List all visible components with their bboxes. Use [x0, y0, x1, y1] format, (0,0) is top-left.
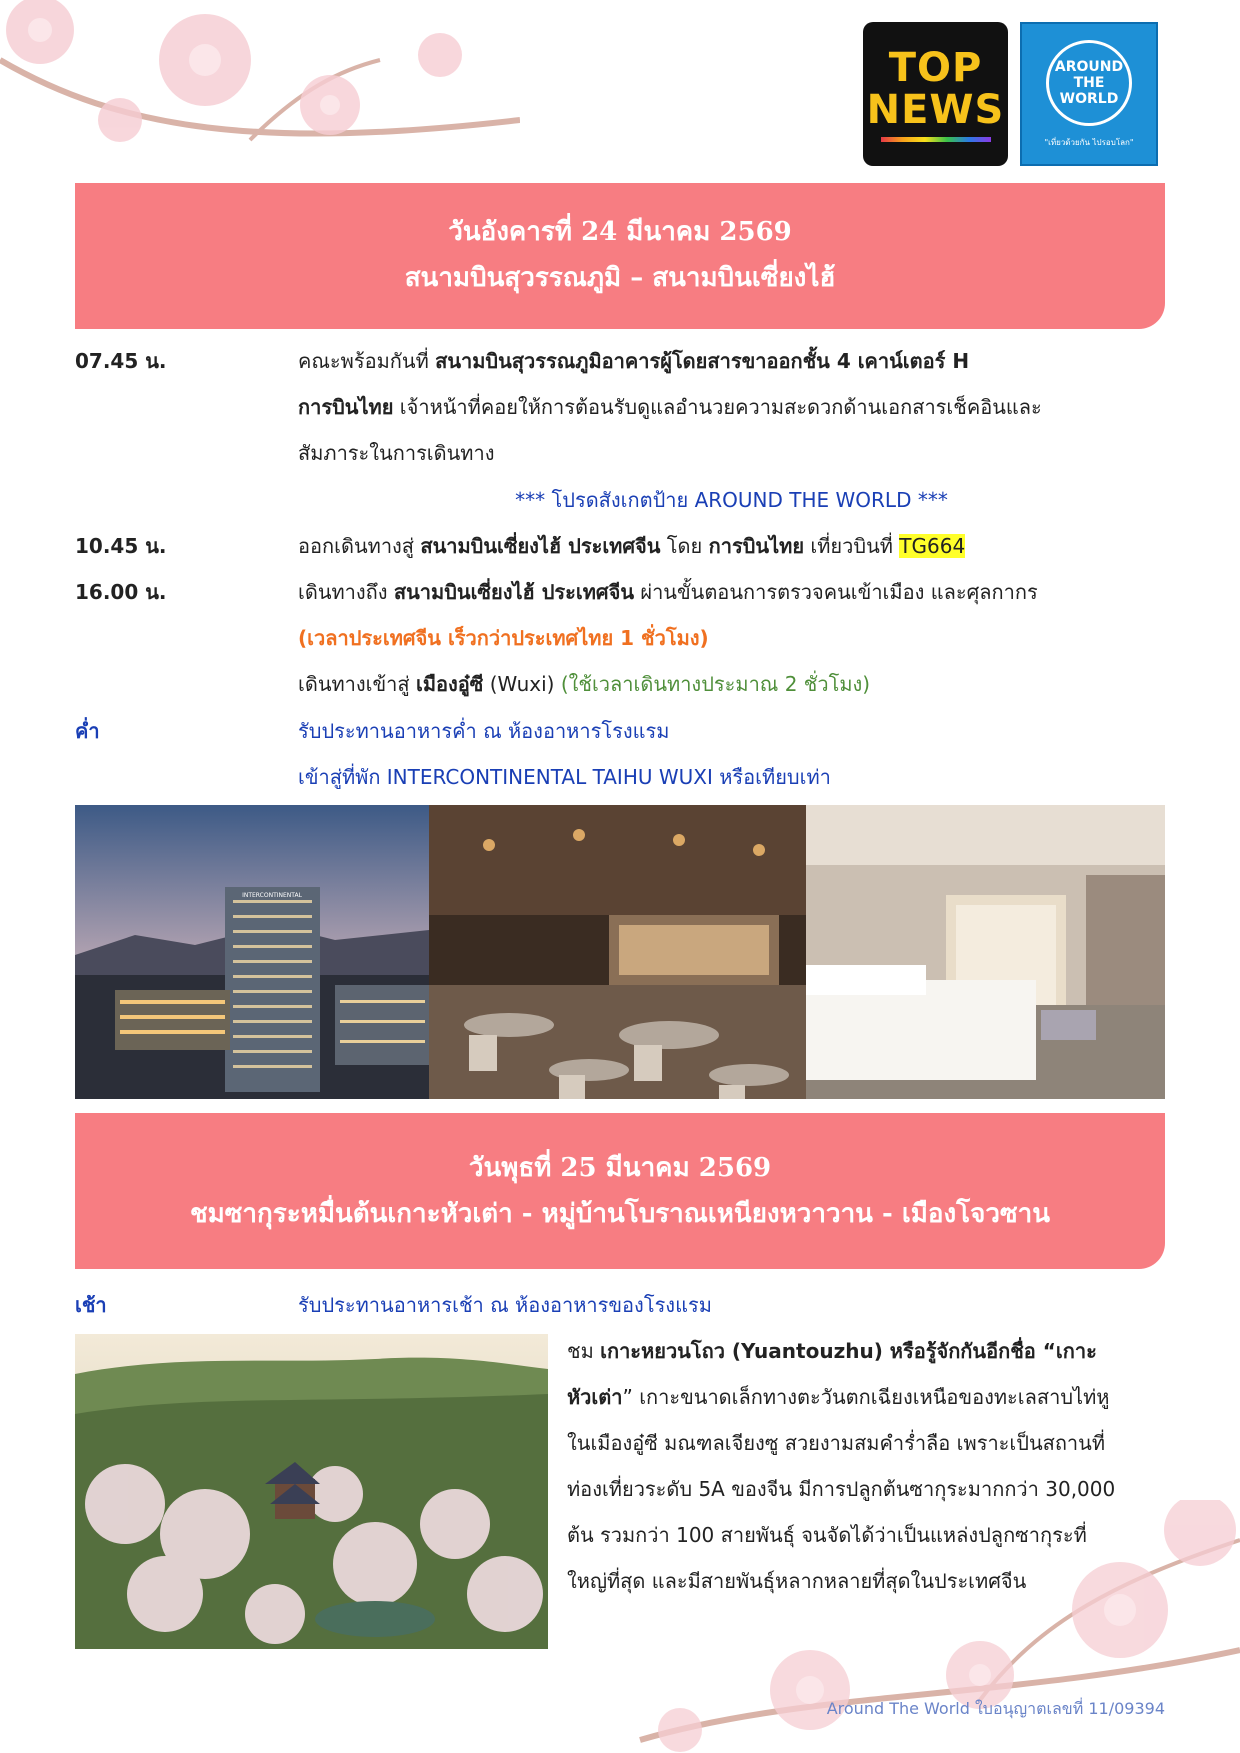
day2-date: วันพุธที่ 25 มีนาคม 2569 — [468, 1153, 772, 1183]
text: ” เกาะขนาดเล็กทางตะวันตกเฉียงเหนือของทะเลสาบไท่หู — [622, 1385, 1110, 1409]
footer-license: Around The World ใบอนุญาตเลขที่ 11/09394 — [826, 1699, 1165, 1718]
topnews-logo — [863, 22, 1008, 166]
row-time: 16.00 น. — [75, 580, 167, 604]
row-time: 07.45 น. — [75, 349, 167, 373]
destination-bold: สนามบินเซี่ยงไฮ้ ประเทศจีน — [420, 534, 661, 558]
yuantouzhu-island-photo — [75, 1334, 548, 1649]
notice-text: *** โปรดสังเกตป้าย AROUND THE WORLD *** — [515, 488, 948, 512]
timezone-note: (เวลาประเทศจีน เร็วกว่าประเทศไทย 1 ชั่วโมง) — [298, 626, 709, 650]
aw-logo-tagline: "เที่ยวด้วยกัน ไปรอบโลก" — [1044, 137, 1134, 147]
itinerary-row-breakfast — [75, 1282, 1165, 1328]
text: เดินทางถึง — [298, 580, 394, 604]
hotel-text: เข้าสู่ที่พัก INTERCONTINENTAL TAIHU WUXI หรือเทียบเท่า — [298, 765, 831, 789]
yuantouzhu-description — [567, 1328, 1165, 1604]
hotel-exterior-photo — [75, 805, 429, 1099]
flight-number: TG664 — [899, 534, 966, 558]
text: ใหญ่ที่สุด และมีสายพันธุ์หลากหลายที่สุดในประเทศจีน — [567, 1569, 1027, 1593]
notice-line — [75, 477, 1165, 523]
day2-route: ชมซากุระหมื่นต้นเกาะหัวเต่า - หมู่บ้านโบราณเหนียงหวาวาน - เมืองโจวซาน — [189, 1199, 1050, 1229]
itinerary-row-dinner — [75, 708, 1165, 800]
text: สัมภาระในการเดินทาง — [298, 441, 495, 465]
cherry-blossom-decoration-top-left — [0, 0, 520, 170]
row-description — [298, 708, 1165, 800]
aw-logo-circle — [1046, 40, 1132, 126]
itinerary-row-1045 — [75, 523, 1165, 569]
text: ต้น รวมกว่า 100 สายพันธุ์ จนจัดได้ว่าเป็นแหล่งปลูกซากุระที่ — [567, 1523, 1087, 1547]
dinner-text: รับประทานอาหารค่ำ ณ ห้องอาหารโรงแรม — [298, 719, 670, 743]
text: ออกเดินทางสู่ — [298, 534, 421, 558]
topnews-rainbow-bar — [881, 137, 991, 142]
airport-bold: สนามบินสุวรรณภูมิอาคารผู้โดยสารขาออกชั้น 4 เคาน์เตอร์ H — [435, 349, 970, 373]
travel-time-note: (ใช้เวลาเดินทางประมาณ 2 ชั่วโมง) — [560, 672, 871, 696]
text: โดย — [660, 534, 709, 558]
hotel-room-photo — [806, 805, 1165, 1099]
row-description — [298, 523, 1165, 569]
text: เที่ยวบินที่ — [804, 534, 900, 558]
text: คณะพร้อมกันที่ — [298, 349, 436, 373]
topnews-logo-line1: TOP — [888, 44, 983, 91]
row-time: เช้า — [75, 1293, 107, 1317]
hotel-restaurant-photo — [429, 805, 806, 1099]
day1-date: วันอังคารที่ 24 มีนาคม 2569 — [448, 217, 792, 247]
text: เจ้าหน้าที่คอยให้การต้อนรับดูแลอำนวยความสะดวกด้านเอกสารเช็คอินและ — [393, 395, 1042, 419]
aw-logo-line2: THE WORLD — [1059, 74, 1119, 107]
airline-bold: การบินไทย — [708, 534, 805, 558]
row-description — [298, 569, 1165, 707]
text: (Wuxi) — [483, 672, 561, 696]
text: ในเมืองอู๋ซี มณฑลเจียงซู สวยงามสมคำร่ำลือ เพราะเป็นสถานที่ — [567, 1431, 1106, 1455]
hotel-sign-text: INTERCONTINENTAL — [242, 892, 302, 899]
day2-banner — [75, 1113, 1165, 1269]
aw-logo-line1: AROUND — [1054, 58, 1124, 75]
island-name-bold: เกาะหยวนโถว (Yuantouzhu) หรือรู้จักกันอีกชื่อ “เกาะ — [600, 1339, 1097, 1363]
text: ผ่านขั้นตอนการตรวจคนเข้าเมือง และศุลกากร — [634, 580, 1038, 604]
city-bold: เมืองอู๋ซี — [415, 672, 484, 696]
row-description: รับประทานอาหารเช้า ณ ห้องอาหารของโรงแรม — [298, 1293, 712, 1317]
around-the-world-logo — [1020, 22, 1158, 166]
row-time: ค่ำ — [75, 719, 100, 743]
text: ท่องเที่ยวระดับ 5A ของจีน มีการปลูกต้นซากุระมากกว่า 30,000 — [567, 1477, 1116, 1501]
itinerary-row-1600 — [75, 569, 1165, 709]
itinerary-row-0745 — [75, 338, 1165, 478]
row-time: 10.45 น. — [75, 534, 167, 558]
text: ชม — [567, 1339, 601, 1363]
topnews-logo-line2: NEWS — [866, 86, 1005, 133]
island-alias-bold: หัวเต่า — [567, 1385, 623, 1409]
text: เดินทางเข้าสู่ — [298, 672, 416, 696]
row-description — [298, 338, 1165, 476]
destination-bold: สนามบินเซี่ยงไฮ้ ประเทศจีน — [393, 580, 634, 604]
airline-bold: การบินไทย — [298, 395, 394, 419]
day1-route: สนามบินสุวรรณภูมิ – สนามบินเซี่ยงไฮ้ — [404, 263, 836, 293]
day1-banner — [75, 183, 1165, 329]
